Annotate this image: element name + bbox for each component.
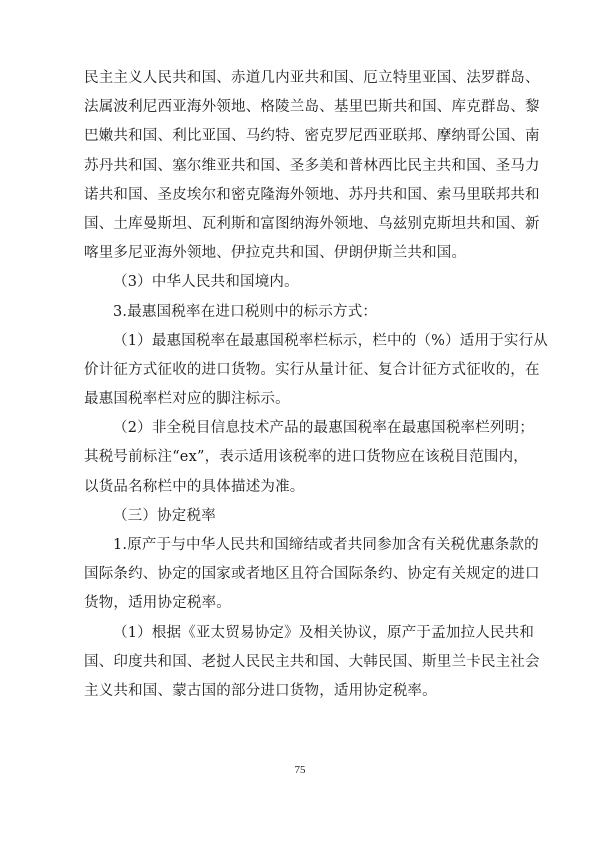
text-line: 国、印度共和国、老挝人民民主共和国、大韩民国、斯里兰卡民主社会 — [84, 653, 540, 670]
section-heading: （三）协定税率 — [113, 507, 216, 524]
text-line: 以货品名称栏中的具体描述为准。 — [84, 478, 305, 495]
text-line: 1.原产于与中华人民共和国缔结或者共同参加含有关税优惠条款的 — [113, 537, 539, 553]
text-line: 其税号前标注“ex”，表示适用该税率的进口货物应在该税目范围内， — [84, 449, 528, 466]
text-line: 价计征方式征收的进口货物。实行从量计征、复合计征方式征收的，在 — [84, 361, 540, 378]
text-line: 喀里多尼亚海外领地、伊拉克共和国、伊朗伊斯兰共和国。 — [84, 245, 467, 262]
list-item: （3）中华人民共和国境内。 — [113, 274, 299, 291]
text-line: 国、土库曼斯坦、瓦利斯和富图纳海外领地、乌兹别克斯坦共和国、新 — [84, 215, 540, 232]
document-body — [84, 64, 549, 706]
section-heading: 3.最惠国税率在进口税则中的标示方式： — [113, 303, 378, 320]
text-line: 民主主义人民共和国、赤道几内亚共和国、厄立特里亚国、法罗群岛、 — [84, 70, 540, 86]
text-line: （2）非全税目信息技术产品的最惠国税率在最惠国税率栏列明； — [113, 420, 535, 437]
text-line: 国际条约、协定的国家或者地区且符合国际条约、协定有关规定的进口 — [84, 566, 540, 583]
text-line: （1）最惠国税率在最惠国税率栏标示，栏中的（%）适用于实行从 — [113, 332, 549, 349]
text-line: 巴嫩共和国、利比亚国、马约特、密克罗尼西亚联邦、摩纳哥公国、南 — [84, 128, 540, 145]
text-line: （1）根据《亚太贸易协定》及相关协议，原产于孟加拉人民共和 — [113, 624, 535, 641]
text-line: 最惠国税率栏对应的脚注标示。 — [84, 391, 290, 408]
text-line: 法属波利尼西亚海外领地、格陵兰岛、基里巴斯共和国、库克群岛、黎 — [84, 99, 540, 116]
text-line: 诺共和国、圣皮埃尔和密克隆海外领地、苏丹共和国、索马里联邦共和 — [84, 186, 540, 203]
text-line: 苏丹共和国、塞尔维亚共和国、圣多美和普林西比民主共和国、圣马力 — [84, 157, 540, 174]
text-line: 货物，适用协定税率。 — [84, 595, 231, 612]
text-line: 主义共和国、蒙古国的部分进口货物，适用协定税率。 — [84, 682, 437, 699]
page-number: 75 — [294, 764, 306, 776]
